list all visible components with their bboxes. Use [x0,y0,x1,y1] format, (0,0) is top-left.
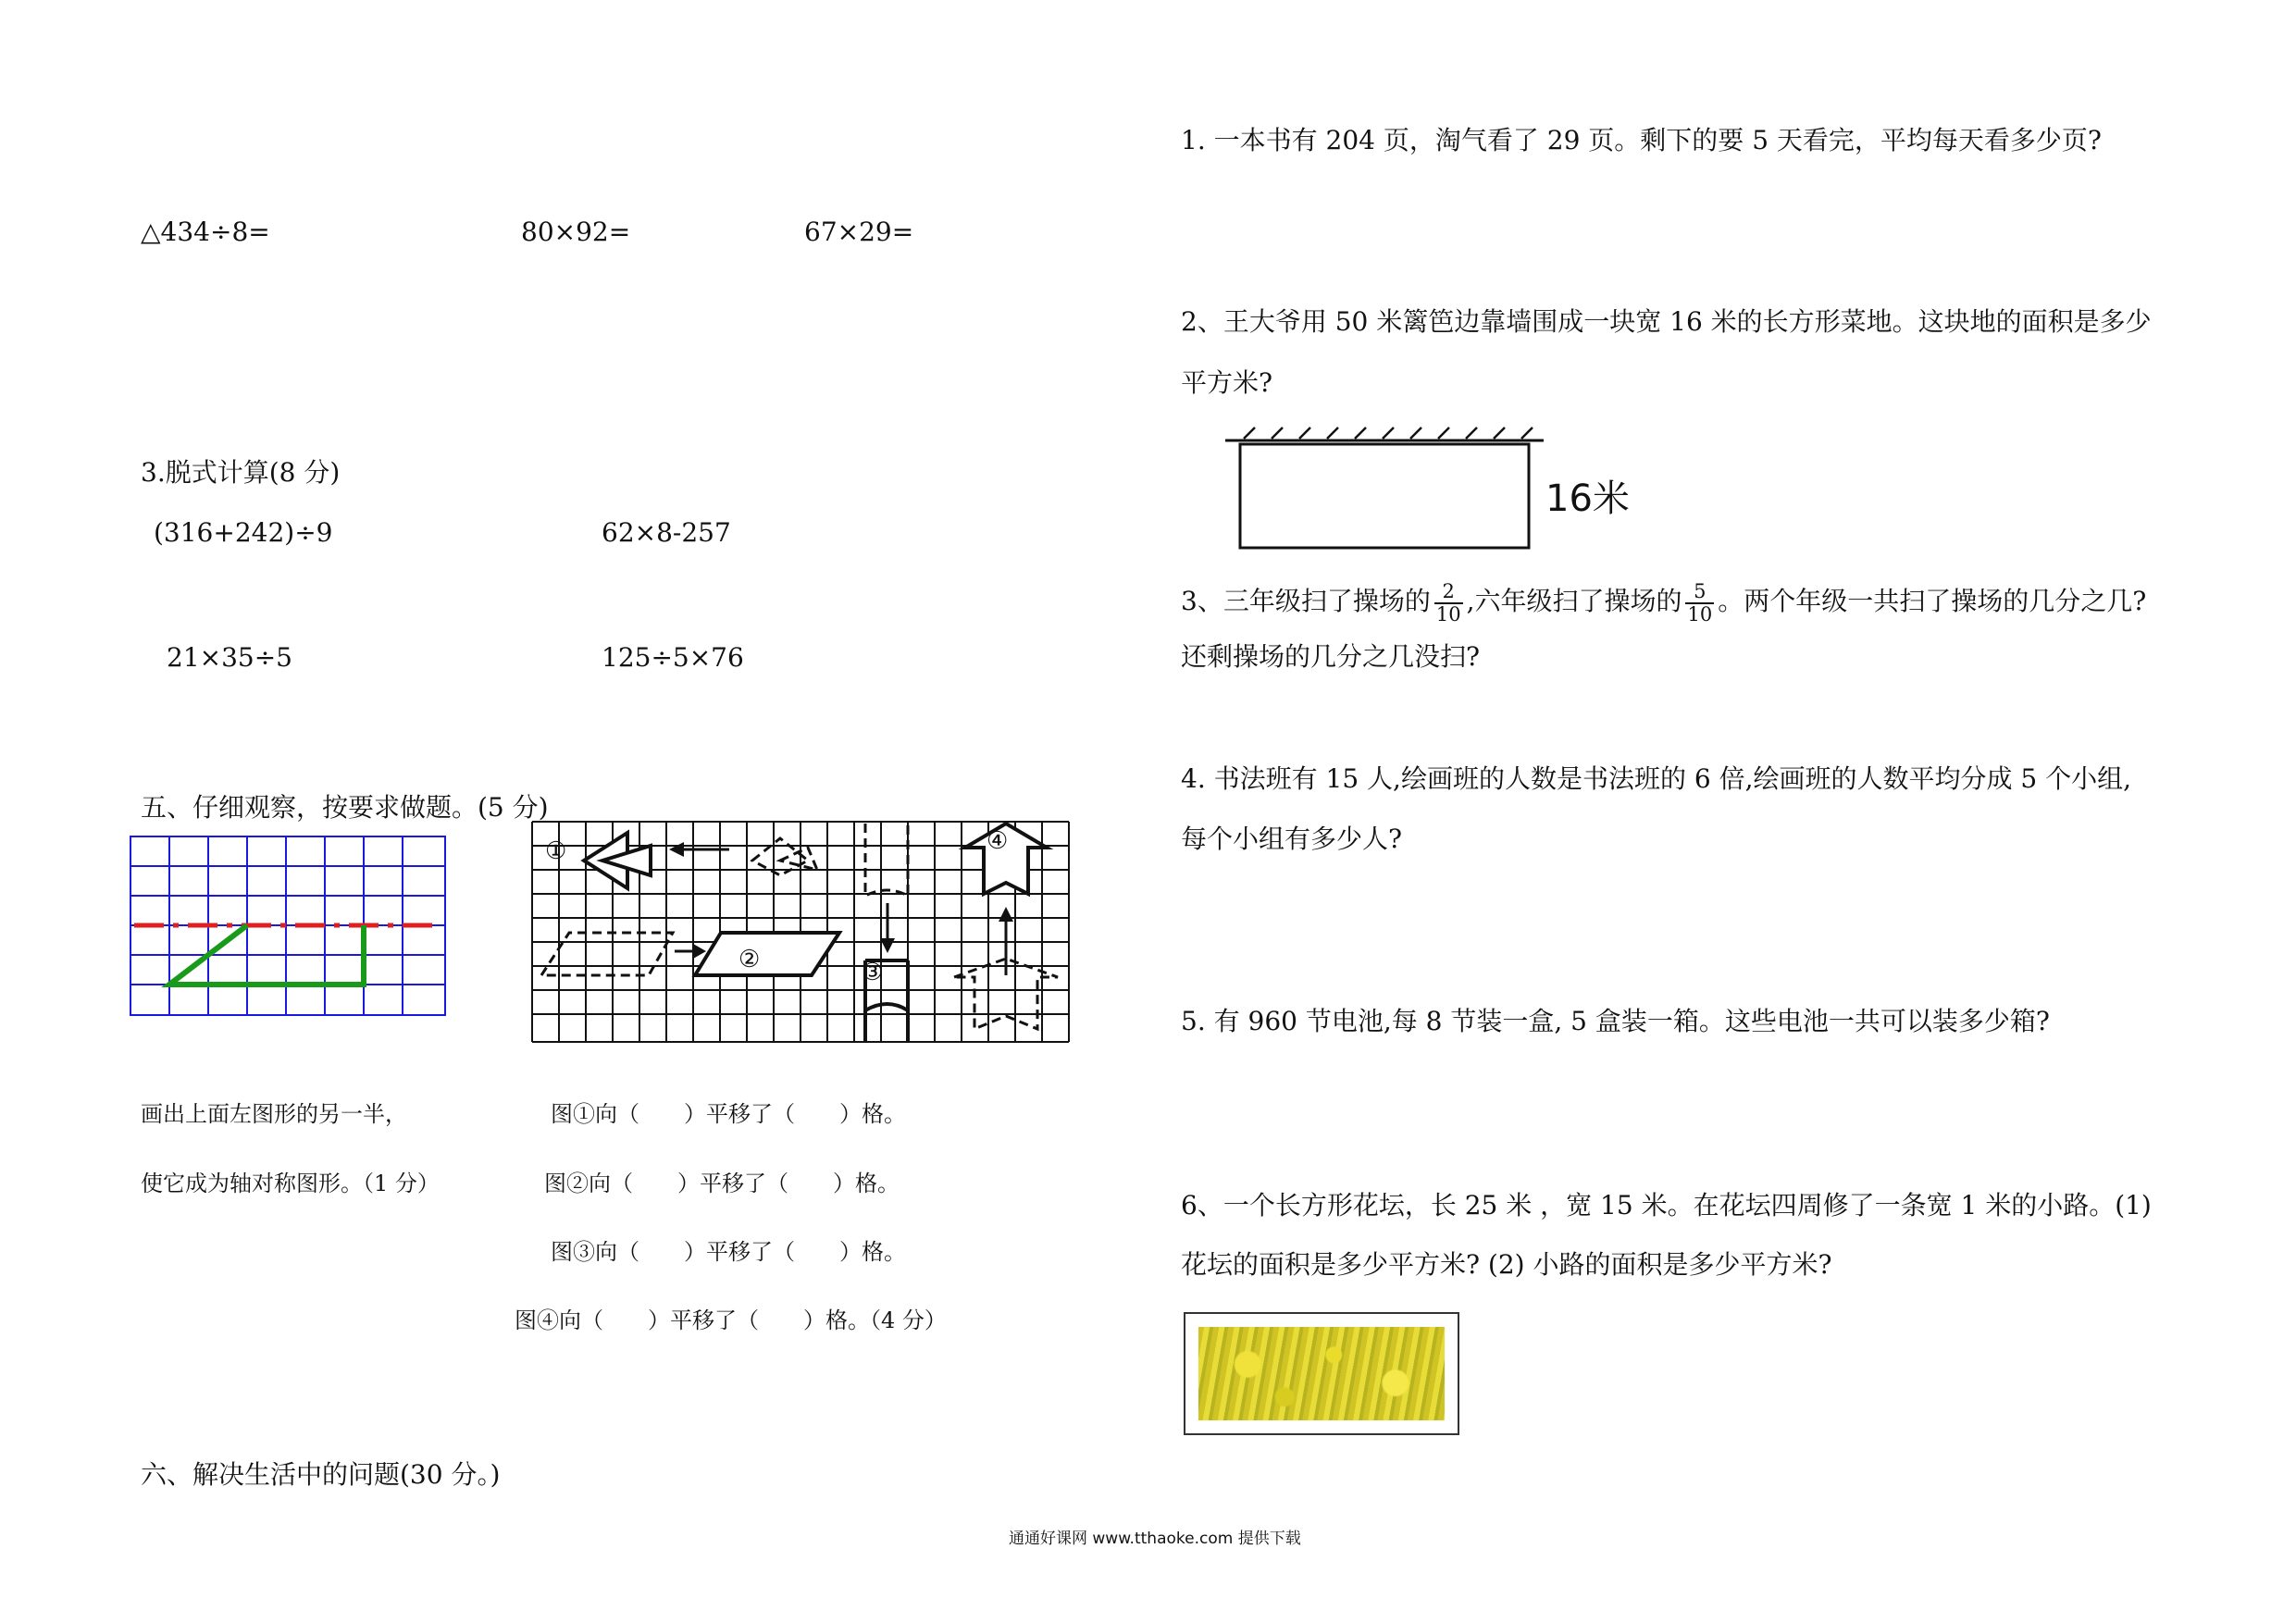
section3-item-2: 62×8-257 [602,517,731,548]
grid-label-2: ② [738,946,761,973]
question-5: 5. 有 960 节电池,每 8 节装一盒, 5 盒装一箱。这些电池一共可以装多少箱? [1181,1006,2050,1036]
question-2-line1: 2、王大爷用 50 米篱笆边靠墙围成一块宽 16 米的长方形菜地。这块地的面积是多少 [1181,306,2152,337]
question-1: 1. 一本书有 204 页，淘气看了 29 页。剩下的要 5 天看完，平均每天看多少页? [1181,125,2102,155]
calc-item-1: △434÷8= [141,217,270,247]
grid-label-3: ③ [862,959,884,986]
translate-line-3: 图③向（ ）平移了（ ）格。 [551,1239,906,1265]
fraction-2-10 [1434,581,1463,626]
section3-item-1: (316+242)÷9 [154,517,333,548]
translate-line-2: 图②向（ ）平移了（ ）格。 [544,1171,900,1196]
section3-title: 3.脱式计算(8 分) [141,457,341,488]
question-4-line2: 每个小组有多少人? [1181,824,1403,854]
plot-width-label: 16米 [1545,477,1630,520]
question-4-line1: 4. 书法班有 15 人,绘画班的人数是书法班的 6 倍,绘画班的人数平均分成 5 个小组, [1181,763,2131,794]
section6-title: 六、解决生活中的问题(30 分。) [141,1459,501,1490]
question-6-line1: 6、一个长方形花坛，长 25 米 ，宽 15 米。在花坛四周修了一条宽 1 米的小路。(1) [1181,1190,2152,1220]
grid-label-4: ④ [987,827,1009,855]
fraction-1-denominator: 10 [1435,602,1461,626]
question-2-line2: 平方米? [1181,367,1273,398]
vegetable-plot-diagram [1223,424,1547,553]
section5-title: 五、仔细观察，按要求做题。(5 分) [141,792,549,823]
section3-item-4: 125÷5×76 [602,642,744,673]
section3-item-3: 21×35÷5 [167,642,292,673]
translate-line-4: 图④向（ ）平移了（ ）格。（4 分） [515,1307,947,1333]
calc-item-3: 67×29= [804,217,914,247]
q3-part-1: 3、三年级扫了操场的 [1181,586,1431,616]
fraction-2-numerator: 5 [1685,581,1714,604]
translate-line-1: 图①向（ ）平移了（ ）格。 [551,1101,906,1127]
sym-instruction-1: 画出上面左图形的另一半， [141,1101,407,1127]
grid-label-1: ① [545,837,567,865]
fraction-2-denominator: 10 [1687,602,1713,626]
question-6-line2: 花坛的面积是多少平方米? (2) 小路的面积是多少平方米? [1181,1249,1832,1280]
fraction-5-10 [1685,581,1714,626]
question-3-line1 [1181,574,2146,629]
q3-part-3: 。两个年级一共扫了操场的几分之几? [1718,586,2147,616]
flower-bed-image [1198,1327,1445,1420]
calc-item-2: 80×92= [521,217,631,247]
flower-bed-photo [1184,1312,1459,1435]
q3-part-2: ,六年级扫了操场的 [1466,586,1682,616]
fraction-1-numerator: 2 [1434,581,1463,604]
symmetry-grid [130,836,448,1019]
footer-credit: 通通好课网 www.tthaoke.com 提供下载 [1009,1530,1301,1548]
question-3-line2: 还剩操场的几分之几没扫? [1181,641,1481,672]
sym-instruction-2: 使它成为轴对称图形。（1 分） [141,1171,440,1196]
